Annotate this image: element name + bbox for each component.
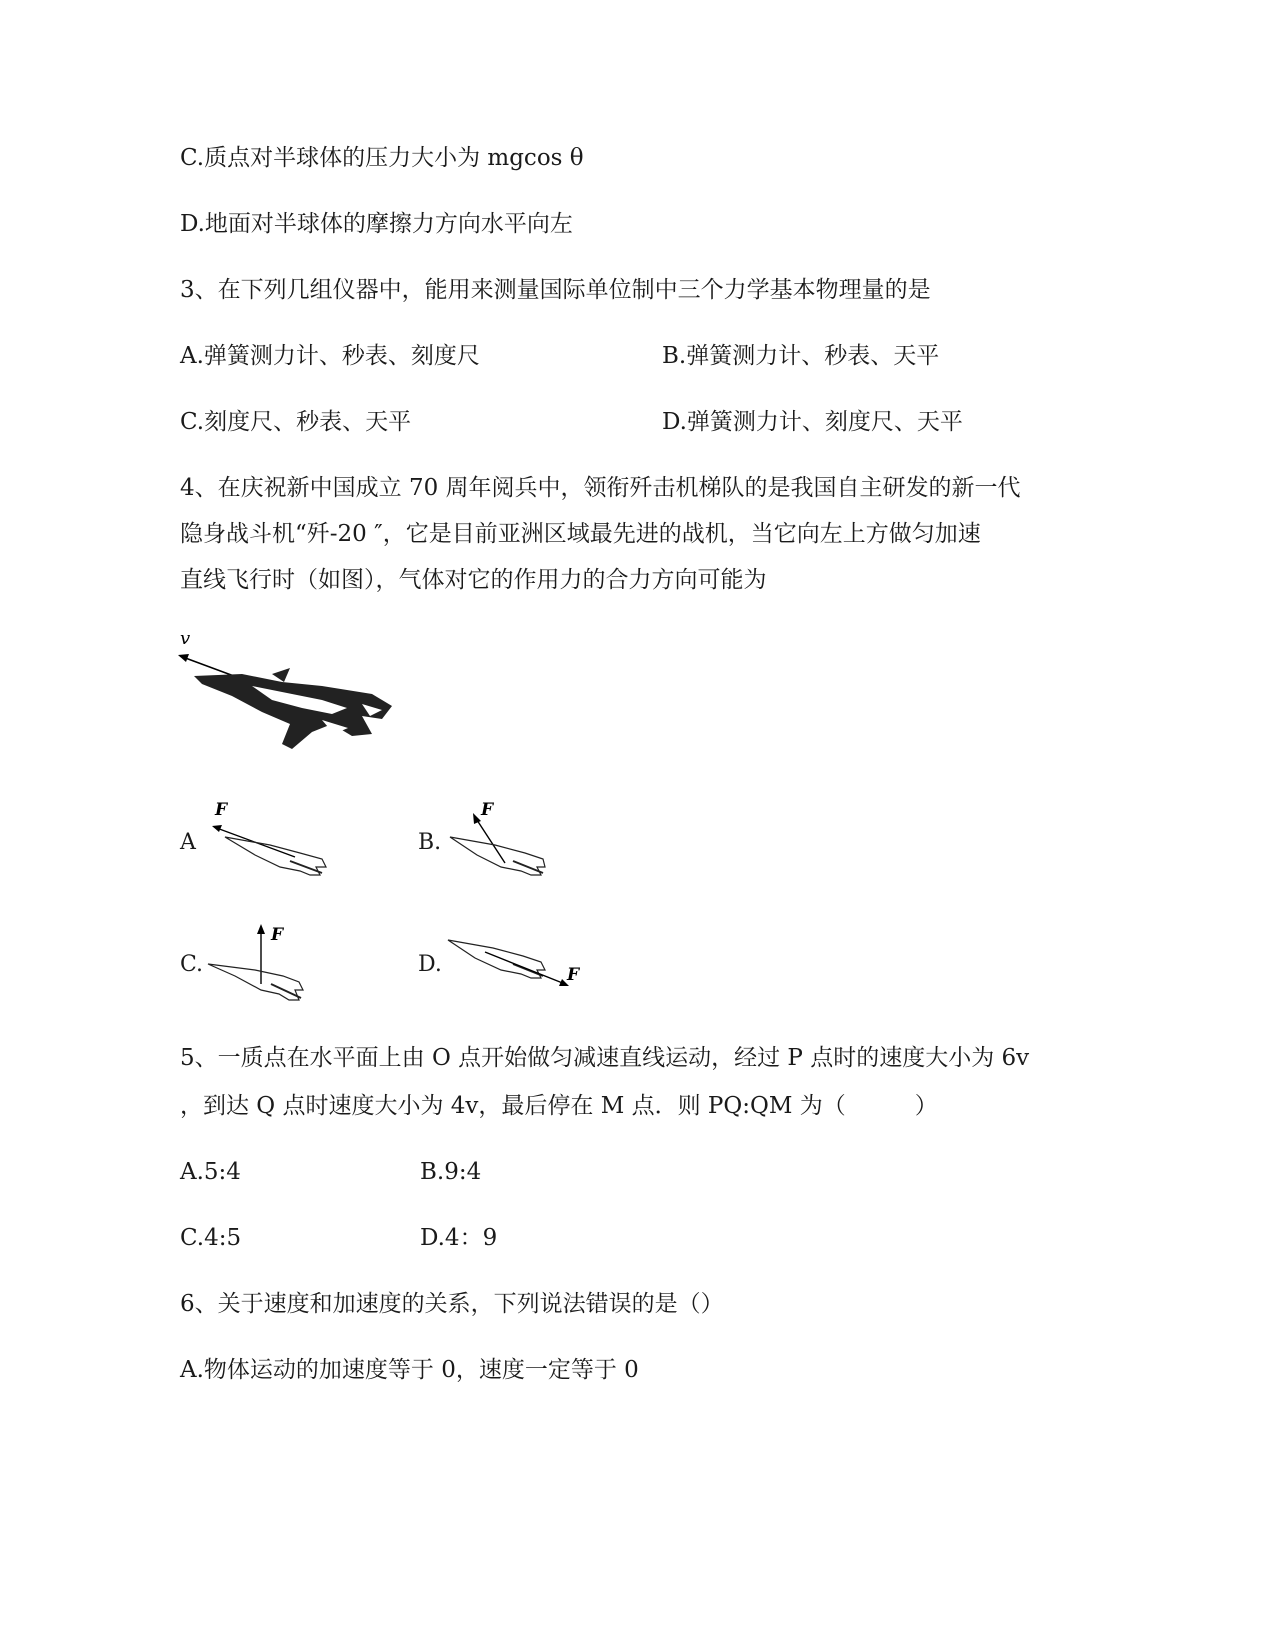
q4-stem-line3: 直线飞行时（如图），气体对它的作用力的合力方向可能为 <box>180 567 767 593</box>
force-label-a: F <box>215 800 228 820</box>
figure-option-b <box>445 795 555 890</box>
figure-option-c-label: C. <box>180 952 204 977</box>
figure-option-a <box>200 795 335 890</box>
q3-option-d: D.弹簧测力计、刻度尺、天平 <box>662 409 963 435</box>
figure-option-c <box>205 918 315 1010</box>
force-arrowhead-c <box>257 924 265 934</box>
q5-stem-line2: ，到达 Q 点时速度大小为 4v，最后停在 M 点．则 PQ:QM 为（ ） <box>180 1093 938 1119</box>
force-arrowhead-b <box>473 813 481 824</box>
q5-option-d: D.4：9 <box>420 1225 498 1251</box>
q6-stem: 6、关于速度和加速度的关系，下列说法错误的是（） <box>180 1291 724 1317</box>
figure-option-d-label: D. <box>418 952 442 977</box>
q4-stem-line1: 4、在庆祝新中国成立 70 周年阅兵中，领衔歼击机梯队的是我国自主研发的新一代 <box>180 475 1021 501</box>
force-label-c: F <box>271 925 284 945</box>
q5-option-c: C.4:5 <box>180 1225 242 1251</box>
q3-option-a: A.弹簧测力计、秒表、刻度尺 <box>180 343 480 369</box>
q4-stem-line2: 隐身战斗机“歼-20 ″，它是目前亚洲区域最先进的战机，当它向左上方做匀加速 <box>180 521 981 547</box>
jet-silhouette <box>194 668 392 749</box>
velocity-arrowhead <box>178 654 189 662</box>
q5-stem-line1: 5、一质点在水平面上由 O 点开始做匀减速直线运动，经过 P 点时的速度大小为 6v <box>180 1045 1030 1071</box>
q5-option-a: A.5:4 <box>180 1159 241 1185</box>
jet-icon-d <box>448 940 545 978</box>
figure-option-b-label: B. <box>418 830 442 855</box>
jet-icon-c <box>208 964 303 1000</box>
velocity-label: v <box>180 628 191 649</box>
jet-icon-b <box>450 837 545 875</box>
jet-icon-a <box>225 837 326 875</box>
figure-option-a-label: A <box>180 830 196 855</box>
force-label-d: F <box>567 965 580 985</box>
q2-option-d: D.地面对半球体的摩擦力方向水平向左 <box>180 211 573 237</box>
force-label-b: F <box>481 800 494 820</box>
q3-option-c: C.刻度尺、秒表、天平 <box>180 409 412 435</box>
figure-option-d <box>445 932 590 1000</box>
q6-option-a: A.物体运动的加速度等于 0，速度一定等于 0 <box>180 1357 639 1383</box>
q3-stem: 3、在下列几组仪器中，能用来测量国际单位制中三个力学基本物理量的是 <box>180 277 931 303</box>
q3-option-b: B.弹簧测力计、秒表、天平 <box>662 343 940 369</box>
force-arrowhead-a <box>212 825 222 832</box>
q5-option-b: B.9:4 <box>420 1159 482 1185</box>
jet-velocity-figure <box>172 624 402 764</box>
q2-option-c: C.质点对半球体的压力大小为 mgcos θ <box>180 145 584 171</box>
